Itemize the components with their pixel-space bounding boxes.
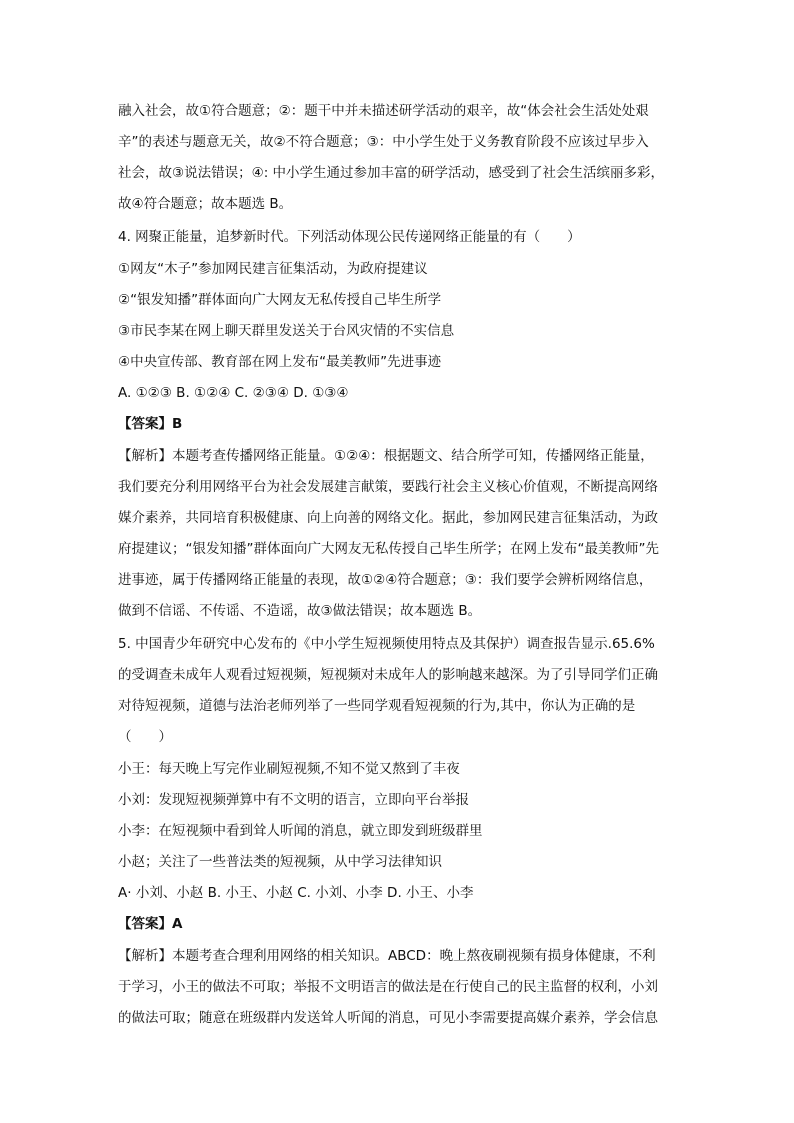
text-line: 府提建议；“银发知播”群体面向广大网友无私传授自己毕生所学；在网上发布“最美教师”先 — [118, 541, 659, 557]
question-5-stem: 5. 中国青少年研究中心发布的《中小学生短视频使用特点及其保护）调查报告显示.65.6% — [118, 636, 655, 652]
text-line: 进事迹，属于传播网络正能量的表现，故①②④符合题意；③：我们要学会辨析网络信息， — [118, 572, 653, 588]
question-4-item-2: ②“银发知播”群体面向广大网友无私传授自己毕生所学 — [118, 292, 442, 308]
text-line: 对待短视频，道德与法治老师列举了一些同学观看短视频的行为,其中，你认为正确的是 — [118, 698, 636, 714]
text-line: 做到不信谣、不传谣、不造谣，故③做法错误；故本题选 B。 — [118, 603, 482, 619]
question-5-answer: 【答案】A — [118, 916, 183, 932]
text-line: 我们要充分利用网络平台为社会发展建言献策，要践行社会主义核心价值观，不断提高网络 — [118, 479, 658, 495]
text-line: （ ） — [118, 729, 172, 745]
question-4-stem: 4. 网聚正能量，追梦新时代。下列活动体现公民传递网络正能量的有（ ） — [118, 229, 581, 245]
text-line: 于学习，小王的做法不可取；举报不文明语言的做法是在行使自己的民主监督的权利，小刘 — [118, 979, 658, 995]
text-line: 媒介素养，共同培育积极健康、向上向善的网络文化。据此，参加网民建言征集活动，为政 — [118, 510, 658, 526]
question-5-statement-liu: 小刘：发现短视频弹算中有不文明的语言，立即向平台举报 — [118, 792, 469, 808]
question-4-options: A. ①②③ B. ①②④ C. ②③④ D. ①③④ — [118, 385, 349, 401]
text-line: 的受调查未成年人观看过短视频，短视频对未成年人的影响越来越深。为了引导同学们正确 — [118, 667, 658, 683]
question-4-answer: 【答案】B — [118, 416, 183, 432]
question-4-item-4: ④中央宣传部、教育部在网上发布“最美教师”先进事迹 — [118, 354, 442, 370]
text-line: 辛”的表述与题意无关，故②不符合题意；③：中小学生处于义务教育阶段不应该过早步入 — [118, 134, 649, 150]
question-5-statement-zhao: 小赵；关注了一些普法类的短视频，从中学习法律知识 — [118, 854, 442, 870]
question-4-item-1: ①网友“木子”参加网民建言征集活动，为政府提建议 — [118, 261, 428, 277]
question-4-item-3: ③市民李某在网上聊天群里发送关于台风灾情的不实信息 — [118, 323, 455, 339]
question-5-statement-wang: 小王：每天晚上写完作业刷短视频,不知不觉又熬到了丰夜 — [118, 761, 460, 777]
text-line: 的做法可取；随意在班级群内发送耸人听闻的消息，可见小李需要提高媒介素养，学会信息 — [118, 1010, 658, 1026]
question-5-options: A· 小刘、小赵 B. 小王、小赵 C. 小刘、小李 D. 小王、小李 — [118, 885, 474, 901]
question-4-analysis: 【解析】本题考查传播网络正能量。①②④：根据题文、结合所学可知，传播网络正能量， — [118, 448, 654, 464]
text-line: 融入社会，故①符合题意；②：题干中并未描述研学活动的艰辛，故“体会社会生活处处艰 — [118, 103, 649, 119]
question-5-statement-li: 小李：在短视频中看到耸人听闻的消息，就立即发到班级群里 — [118, 823, 483, 839]
text-line: 故④符合题意；故本题选 B。 — [118, 196, 293, 212]
text-line: 社会，故③说法错误；④: 中小学生通过参加丰富的研学活动，感受到了社会生活缤丽多彩， — [118, 165, 665, 181]
question-5-analysis: 【解析】本题考查合理利用网络的相关知识。ABCD：晚上熬夜刷视频有损身体健康，不利 — [118, 948, 656, 964]
